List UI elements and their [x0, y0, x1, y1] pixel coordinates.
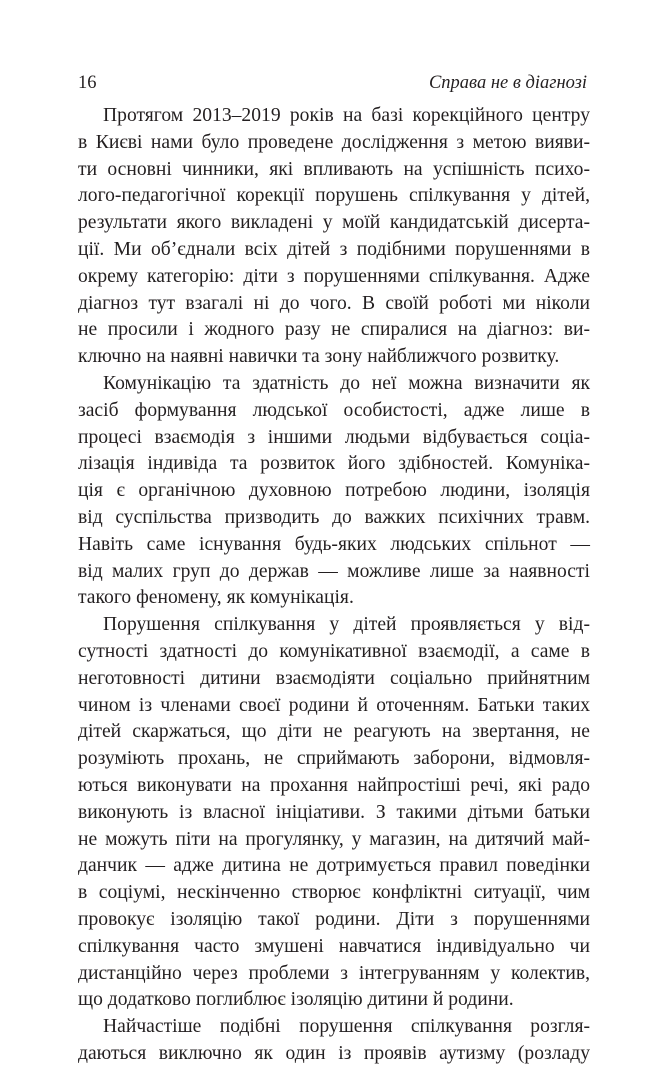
- paragraph: [78, 103, 590, 371]
- page-number: 16: [78, 73, 97, 93]
- text-line: Протягом 2013–2019 років на базі корекційного центру: [103, 105, 590, 126]
- text-line: дітей скаржаться, що діти не реагують на звертання, не: [78, 721, 590, 743]
- text-line: розуміють прохань, не сприймають заборони, відмовля-: [78, 748, 590, 770]
- running-header: [78, 70, 587, 96]
- text-line: чином із членами своєї родини й оточенням. Батьки таких: [78, 694, 590, 716]
- text-line: Навіть саме існування будь-яких людських спільнот —: [78, 533, 590, 555]
- text-line: лізація індивіда та розвиток його здібностей. Комуніка-: [78, 453, 590, 475]
- text-line: ються виконувати на прохання найпростіші речі, які радо: [78, 774, 590, 796]
- body-text: [78, 103, 590, 1068]
- text-line: ції. Ми об’єднали всіх дітей з подібними порушеннями в: [78, 238, 590, 260]
- text-line: ти основні чинники, які впливають на успішність психо-: [78, 158, 590, 180]
- text-line: в Києві нами було проведене дослідження з метою вияви-: [78, 131, 590, 153]
- paragraph: [78, 1014, 590, 1068]
- text-line: спілкування часто змушені навчатися індивідуально чи: [78, 935, 590, 957]
- text-line: такого феномену, як комунікація.: [78, 587, 354, 609]
- running-title: Справа не в діагнозі: [428, 73, 587, 93]
- text-line: ключно на наявні навички та зону найближчого розвитку.: [78, 346, 560, 368]
- text-line: дистанційно через проблеми з інтегруванням у колектив,: [78, 962, 590, 984]
- text-line: від суспільства призводить до важких психічних травм.: [78, 506, 590, 528]
- text-line: лого-педагогічної корекції порушень спілкування у дітей,: [78, 185, 590, 207]
- text-line: данчик — адже дитина не дотримується правил поведінки: [78, 855, 590, 877]
- text-line: виконують із власної ініціативи. З такими дітьми батьки: [78, 801, 590, 823]
- text-line: провокує ізоляцію такої родини. Діти з порушеннями: [78, 908, 590, 930]
- text-line: процесі взаємодія з іншими людьми відбувається соціа-: [78, 426, 590, 448]
- text-line: від малих груп до держав — можливе лише за наявності: [78, 560, 590, 582]
- text-line: що додатково поглиблює ізоляцію дитини й родини.: [78, 989, 514, 1011]
- paragraph: [78, 371, 590, 612]
- text-line: діагноз тут взагалі ні до чого. В своїй роботі ми ніколи: [78, 292, 590, 314]
- text-line: Найчастіше подібні порушення спілкування розгля-: [103, 1016, 590, 1038]
- text-line: ція є органічною духовною потребою людини, ізоляція: [78, 480, 590, 502]
- text-line: засіб формування людської особистості, адже лише в: [78, 399, 590, 421]
- text-line: окрему категорію: діти з порушеннями спілкування. Адже: [78, 265, 590, 287]
- text-line: Комунікацію та здатність до неї можна визначити як: [103, 372, 590, 394]
- text-line: даються виключно як один із проявів аутизму (розладу: [78, 1042, 590, 1064]
- text-line: в соціумі, нескінченно створює конфліктні ситуації, чим: [78, 882, 590, 904]
- text-line: неготовності дитини взаємодіяти соціально прийнятним: [78, 667, 590, 689]
- text-line: сутності здатності до комунікативної взаємодії, а саме в: [78, 640, 590, 662]
- paragraph: [78, 612, 590, 1014]
- text-line: результати якого викладені у моїй кандидатській дисерта-: [78, 212, 590, 234]
- text-line: не можуть піти на прогулянку, у магазин, на дитячий май-: [78, 828, 590, 850]
- text-line: Порушення спілкування у дітей проявляється у від-: [103, 614, 590, 636]
- text-line: не просили і жодного разу не спиралися на діагноз: ви-: [78, 319, 590, 341]
